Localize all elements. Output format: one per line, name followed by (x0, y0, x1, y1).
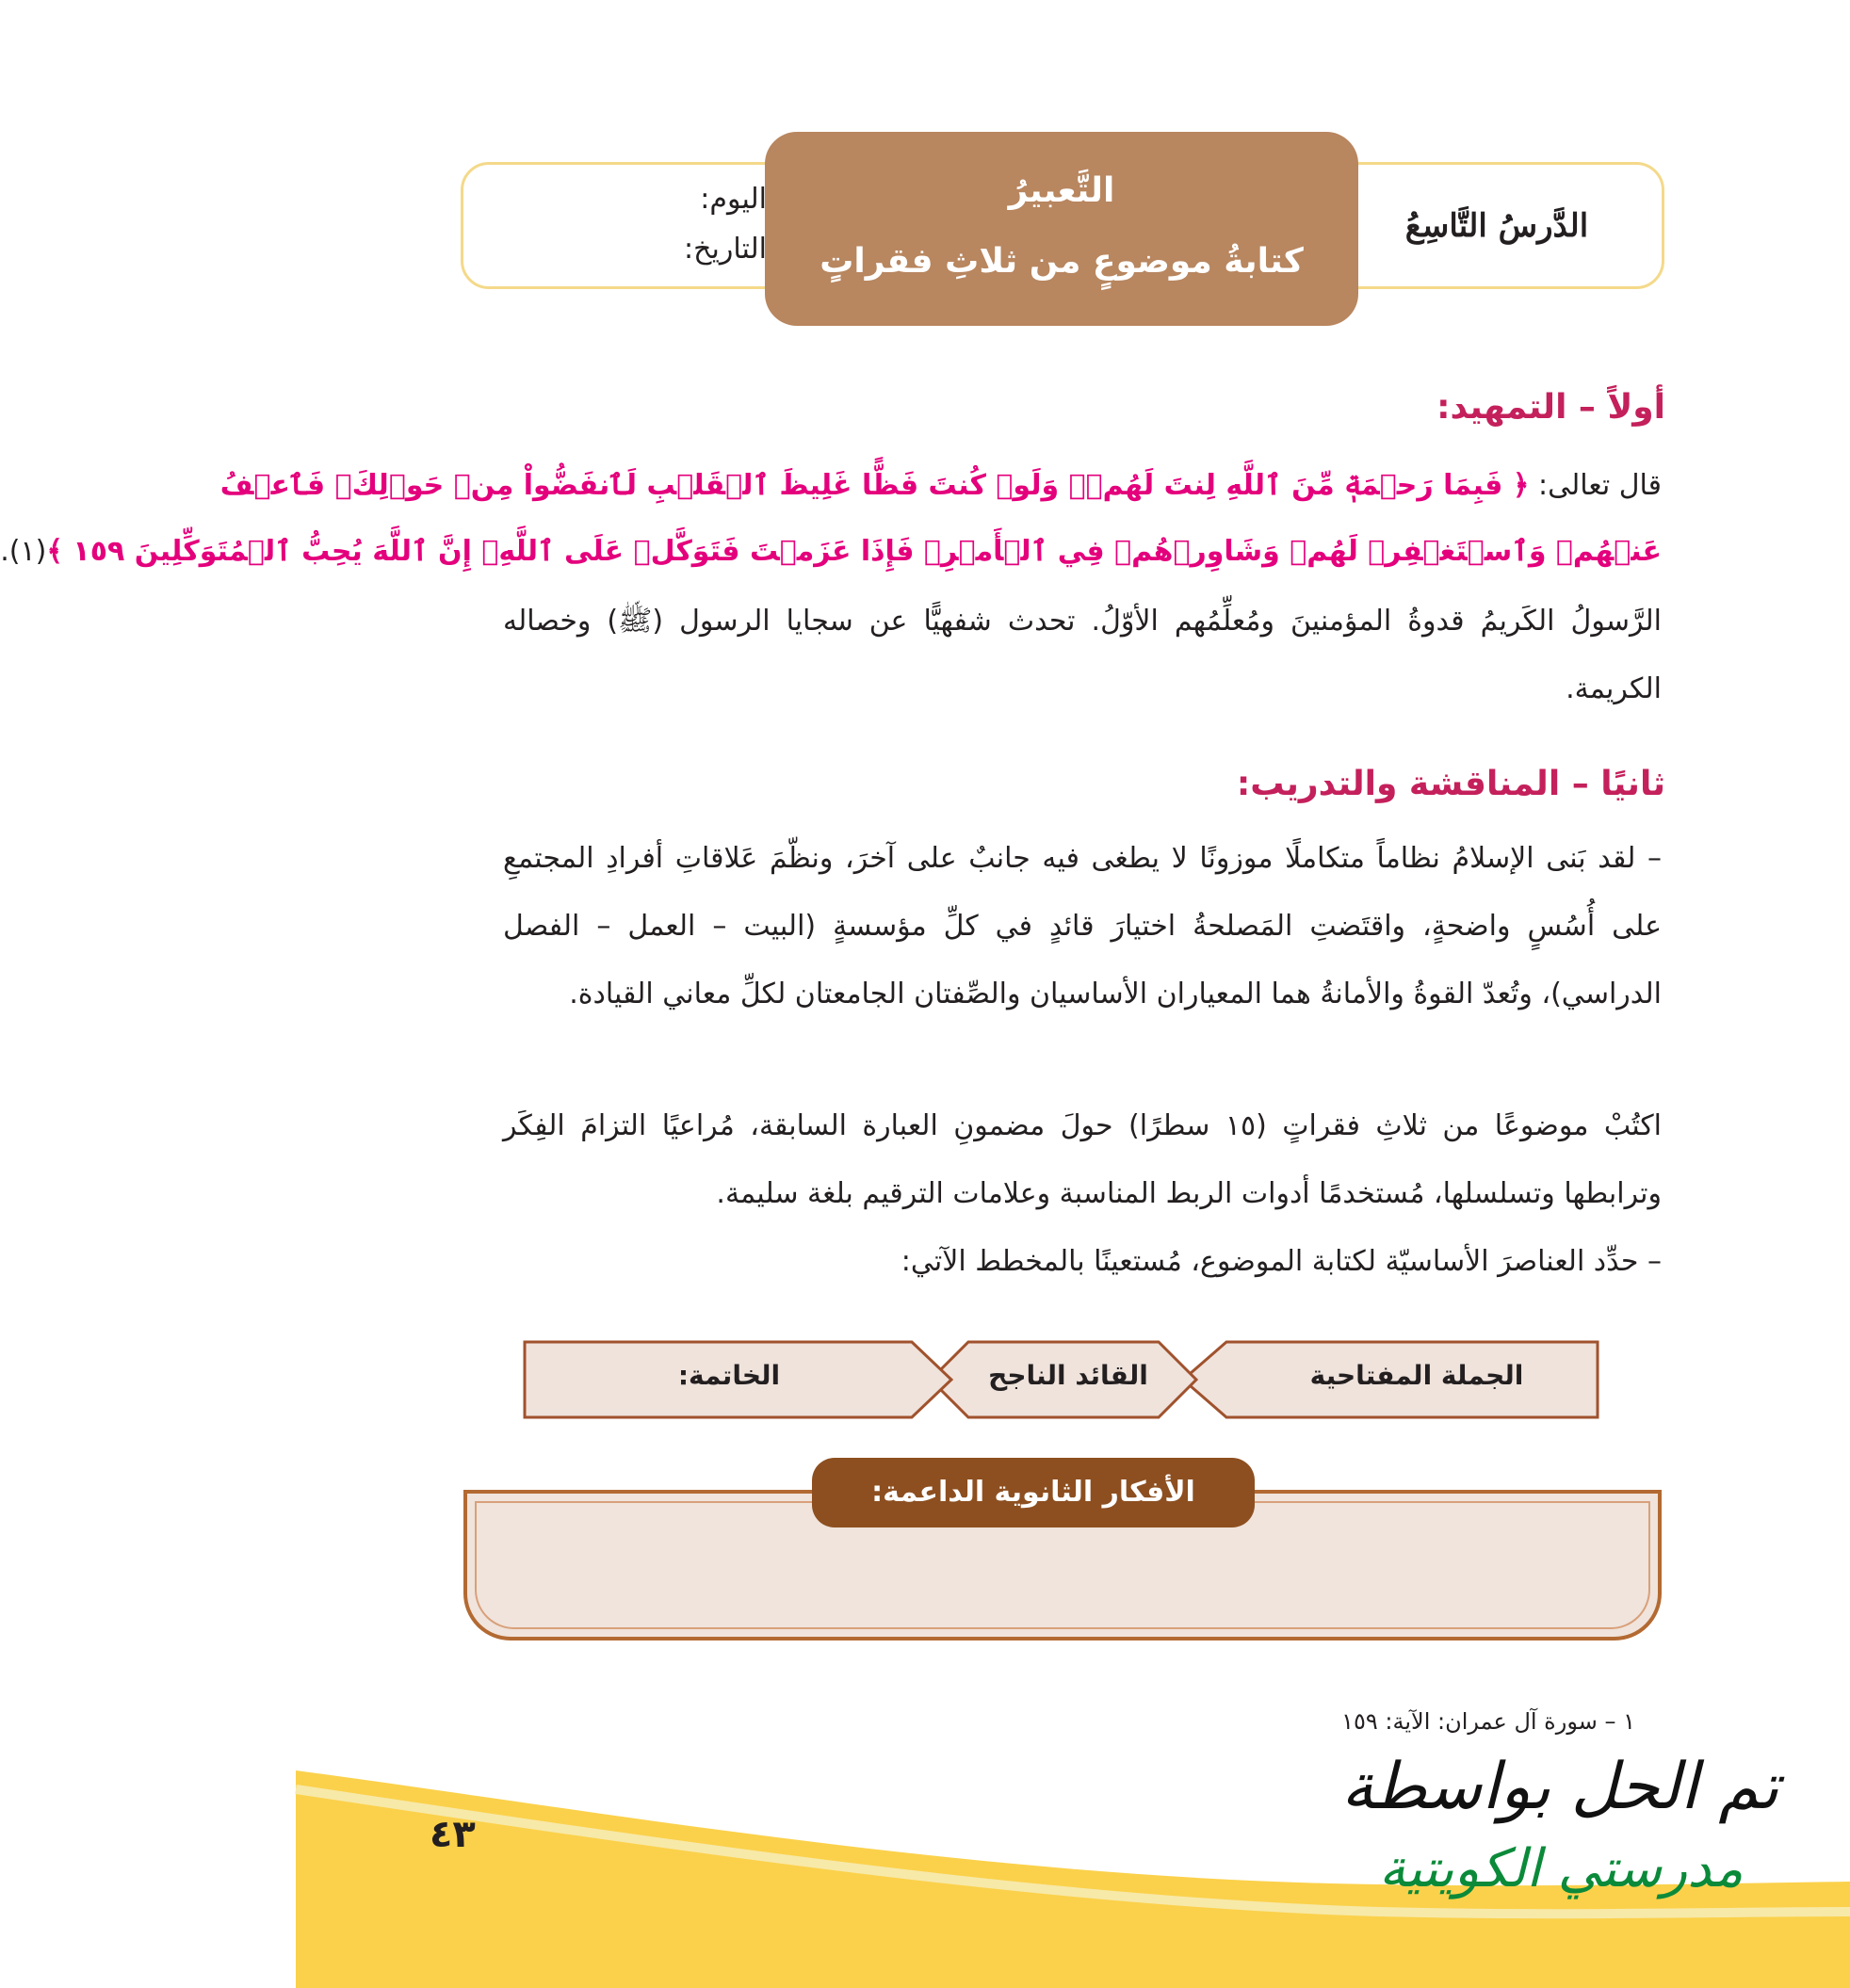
flow-item-conclusion: الخاتمة: (677, 1360, 781, 1391)
flow-item-key-sentence: الجملة المفتاحية (1309, 1360, 1524, 1391)
subject-title: التَّعبيرُ (1008, 171, 1115, 210)
intro-paragraph: الرَّسولُ الكَريمُ قدوةُ المؤمنينَ ومُعلِّمُهم الأوّلُ. تحدث شفهيًّا عن سجايا الرسول (ﷺ) وخصاله الكريمة. (503, 605, 1662, 705)
discussion-paragraph: – لقد بَنى الإسلامُ نظاماً متكاملًا موزونًا لا يطغى فيه جانبٌ على آخرَ، ونظّمَ عَلاقاتِ أفرادِ المجتمعِ على أُسُسٍ واضحةٍ، واقتَضتِ المَصلحةُ اختيارَ قائدٍ في كلِّ مؤسسةٍ (البيت – العمل – الفصل الدراسي)، وتُعدّ القوةُ والأمانةُ هما المعياران الأساسيان والصِّفتان الجامعتان لكلِّ معاني القيادة. (503, 842, 1662, 1010)
watermark-school-name: مدرستي الكويتية (1379, 1838, 1744, 1899)
outline-instruction: – حدِّد العناصرَ الأساسيّة لكتابة الموضوع، مُستعينًا بالمخطط الآتي: (901, 1245, 1662, 1278)
day-label: اليوم: (700, 183, 767, 216)
page-number: ٤٣ (430, 1813, 476, 1856)
outline-flow (522, 1339, 1624, 1420)
section-heading-discussion: ثانيًا – المناقشة والتدريب: (1236, 765, 1665, 803)
verse-line-1 (219, 458, 1662, 514)
task-paragraph: اكتُبْ موضوعًا من ثلاثِ فقراتٍ (١٥ سطرًا) حولَ مضمونِ العبارة السابقة، مُراعيًا التزامَ الفِكَر وترابطها وتسلسلها، مُستخدمًا أدوات الربط المناسبة وعلامات الترقيم بلغة سليمة. (503, 1109, 1663, 1210)
lesson-label: الدَّرسُ التَّاسِعُ (1404, 207, 1589, 245)
watermark-solved-by: تم الحل بواسطة (1341, 1750, 1779, 1824)
topic-title: كتابةُ موضوعٍ من ثلاثِ فقراتٍ (820, 242, 1304, 281)
section-heading-intro: أولاً – التمهيد: (1436, 388, 1665, 427)
flow-item-leader: القائد الناجح (988, 1360, 1148, 1391)
verse-footnote-ref: (١). (0, 535, 47, 568)
verse-text-2: عَنۡهُمۡ وَٱسۡتَغۡفِرۡ لَهُمۡ وَشَاوِرۡهُمۡ فِي ٱلۡأَمۡرِۖ فَإِذَا عَزَمۡتَ فَتَوَكَّلۡ عَلَى ٱللَّهِۚ إِنَّ ٱللَّهَ يُحِبُّ ٱلۡمُتَوَكِّلِينَ ١٥٩ ﴾ (46, 535, 1662, 568)
verse-intro: قال تعالى: (1529, 469, 1662, 502)
lesson-title-box (765, 132, 1358, 326)
footnote: ١ – سورة آل عمران: الآية: ١٥٩ (1341, 1708, 1635, 1735)
verse-text-1: ﴿ فَبِمَا رَحۡمَةٖ مِّنَ ٱللَّهِ لِنتَ لَهُمۡۖ وَلَوۡ كُنتَ فَظًّا غَلِيظَ ٱلۡقَلۡبِ لَٱنفَضُّواْ مِنۡ حَوۡلِكَۖ فَٱعۡفُ (219, 469, 1530, 502)
date-label: التاريخ: (684, 233, 767, 266)
supporting-ideas-title: الأفكار الثانوية الداعمة: (812, 1458, 1255, 1527)
verse-line-2 (0, 524, 1662, 580)
